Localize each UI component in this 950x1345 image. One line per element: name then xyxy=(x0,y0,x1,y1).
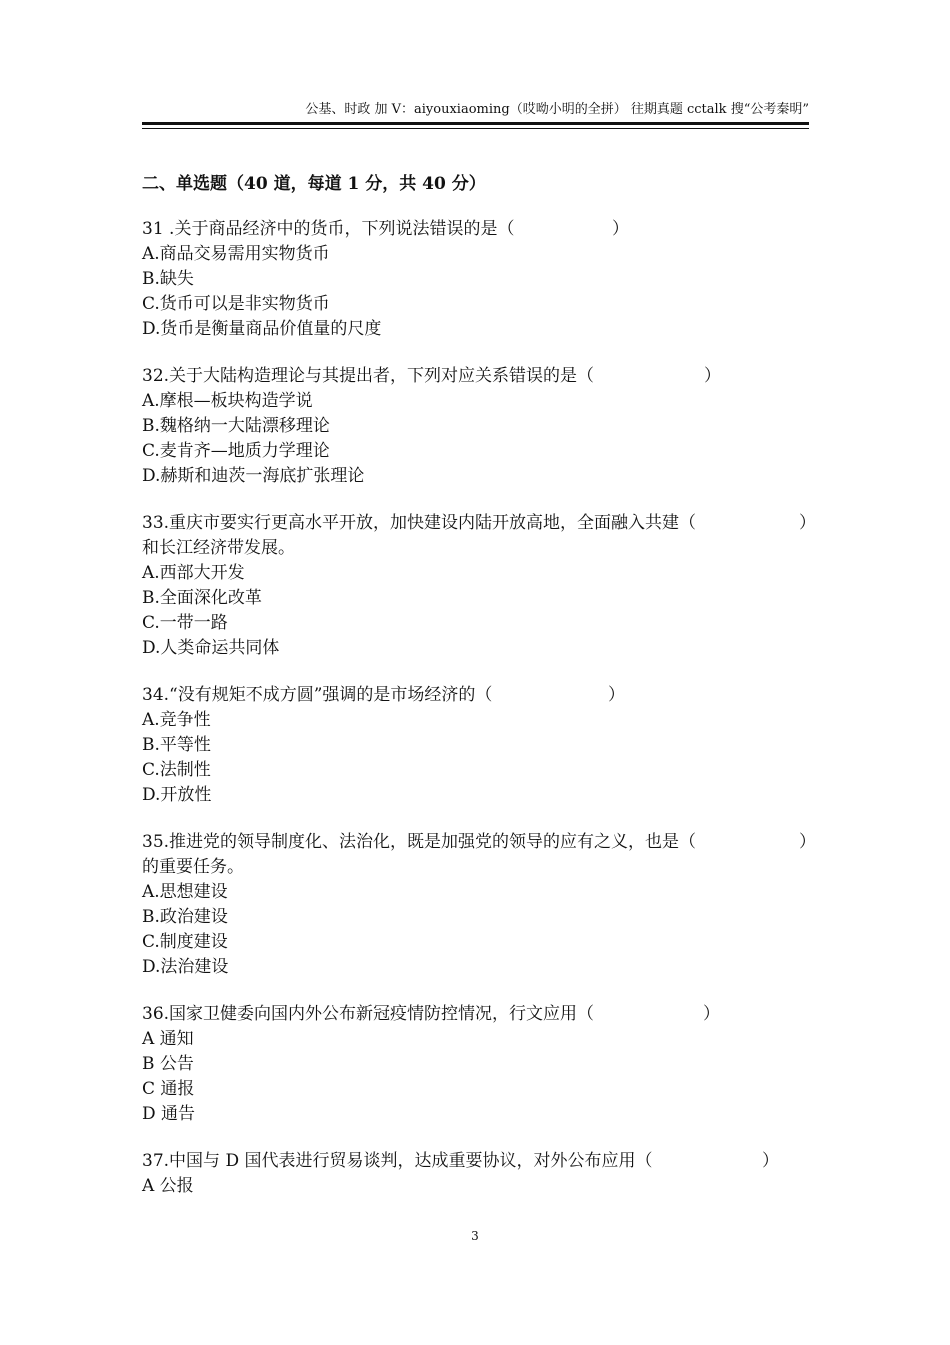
option-a: A 公报 xyxy=(142,1176,194,1196)
option-a: A.摩根—板块构造学说 xyxy=(142,391,313,411)
answer-close-paren: ） xyxy=(799,832,816,852)
question-35 xyxy=(142,830,816,980)
question-37 xyxy=(142,1149,809,1199)
question-stem: 33.重庆市要实行更高水平开放，加快建设内陆开放高地，全面融入共建（ xyxy=(142,513,697,533)
question-34 xyxy=(142,683,809,808)
question-stem: 31 .关于商品经济中的货币，下列说法错误的是（ xyxy=(142,219,515,239)
answer-close-paren: ） xyxy=(608,685,625,705)
question-33 xyxy=(142,511,816,661)
option-b: B 公告 xyxy=(142,1054,194,1074)
option-b: B.全面深化改革 xyxy=(142,588,262,608)
option-a: A.思想建设 xyxy=(142,882,228,902)
option-d: D.开放性 xyxy=(142,785,212,805)
question-stem: 36.国家卫健委向国内外公布新冠疫情防控情况，行文应用（ xyxy=(142,1004,595,1024)
question-stem-line xyxy=(142,1002,809,1027)
option-b: B.平等性 xyxy=(142,735,211,755)
option-a: A.竞争性 xyxy=(142,710,211,730)
question-stem: 35.推进党的领导制度化、法治化，既是加强党的领导的应有之义，也是（ xyxy=(142,832,697,852)
option-d: D.货币是衡量商品价值量的尺度 xyxy=(142,319,382,339)
question-stem: 34.“没有规矩不成方圆”强调的是市场经济的（ xyxy=(142,685,493,705)
header-rule-thick xyxy=(142,122,809,125)
option-c: C.麦肯齐—地质力学理论 xyxy=(142,441,330,461)
section-title: 二、单选题（40 道，每道 1 分，共 40 分） xyxy=(142,174,486,194)
option-d: D 通告 xyxy=(142,1104,196,1124)
question-stem-line xyxy=(142,511,816,536)
question-stem-line xyxy=(142,217,809,242)
question-stem-line xyxy=(142,364,809,389)
question-stem: 32.关于大陆构造理论与其提出者，下列对应关系错误的是（ xyxy=(142,366,595,386)
option-b: B.魏格纳一大陆漂移理论 xyxy=(142,416,330,436)
question-stem-line xyxy=(142,683,809,708)
question-stem-continued: 和长江经济带发展。 xyxy=(142,538,295,558)
question-stem: 37.中国与 D 国代表进行贸易谈判，达成重要协议，对外公布应用（ xyxy=(142,1151,653,1171)
page-number: 3 xyxy=(471,1229,479,1243)
answer-close-paren: ） xyxy=(703,1004,720,1024)
question-stem-line xyxy=(142,1149,809,1174)
option-c: C 通报 xyxy=(142,1079,195,1099)
question-32 xyxy=(142,364,809,489)
question-stem-continued: 的重要任务。 xyxy=(142,857,244,877)
question-list xyxy=(142,217,816,1221)
question-stem-line xyxy=(142,830,816,855)
option-d: D.人类命运共同体 xyxy=(142,638,280,658)
answer-close-paren: ） xyxy=(612,219,629,239)
option-d: D.赫斯和迪茨一海底扩张理论 xyxy=(142,466,365,486)
option-b: B.政治建设 xyxy=(142,907,228,927)
option-c: C.制度建设 xyxy=(142,932,228,952)
option-d: D.法治建设 xyxy=(142,957,229,977)
answer-close-paren: ） xyxy=(762,1151,779,1171)
page-header: 公基、时政 加 V：aiyouxiaoming（哎呦小明的全拼） 往期真题 cctalk 搜“公考秦明” xyxy=(305,102,809,117)
answer-close-paren: ） xyxy=(799,513,816,533)
answer-close-paren: ） xyxy=(704,366,721,386)
option-a: A.西部大开发 xyxy=(142,563,245,583)
option-b: B.缺失 xyxy=(142,269,194,289)
option-c: C.法制性 xyxy=(142,760,211,780)
option-c: C.一带一路 xyxy=(142,613,228,633)
question-36 xyxy=(142,1002,809,1127)
header-rule-thin xyxy=(142,128,809,129)
option-c: C.货币可以是非实物货币 xyxy=(142,294,330,314)
question-31 xyxy=(142,217,809,342)
option-a: A.商品交易需用实物货币 xyxy=(142,244,330,264)
option-a: A 通知 xyxy=(142,1029,194,1049)
